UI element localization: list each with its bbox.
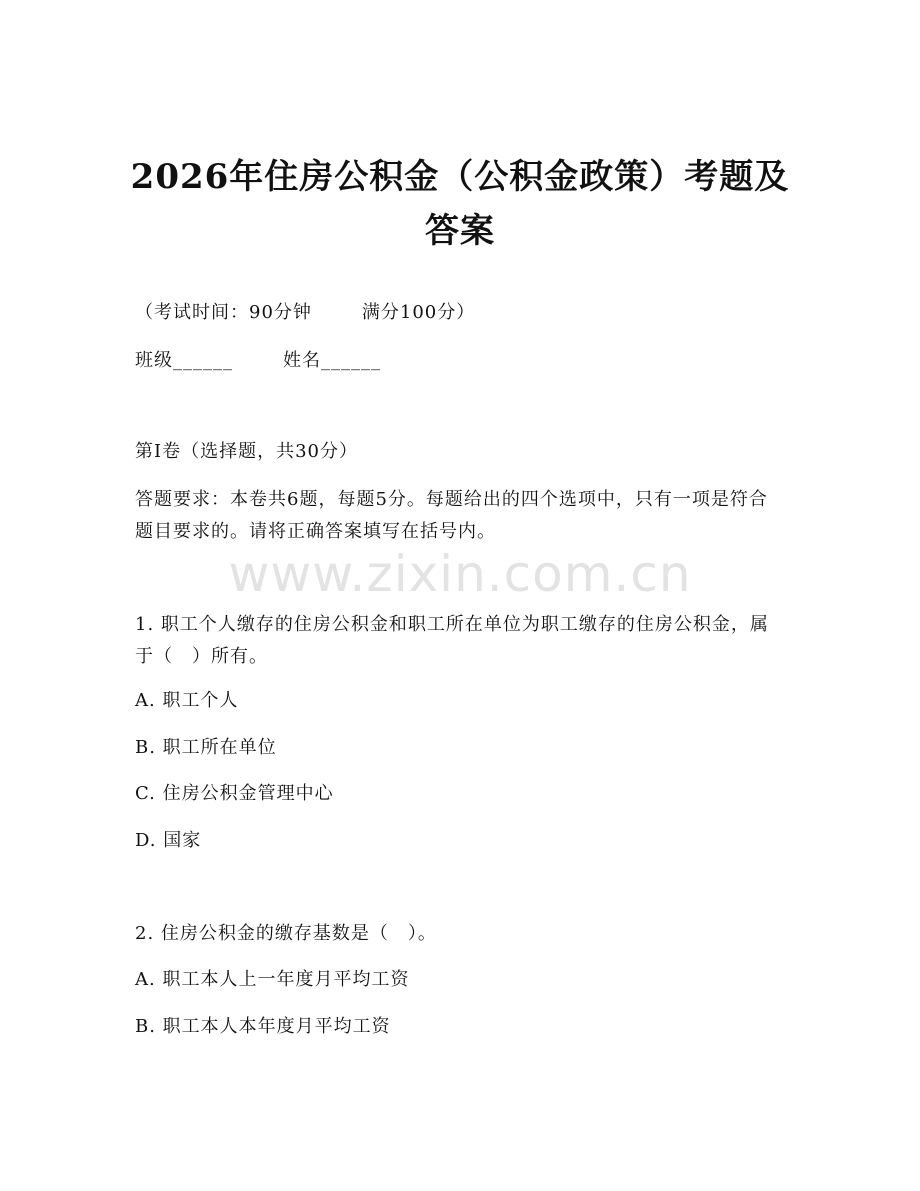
- exam-time: （考试时间：90分钟: [135, 302, 312, 323]
- question-2-stem: 2. 住房公积金的缴存基数是（ ）。: [135, 923, 437, 944]
- watermark: www.zixin.com.cn: [228, 545, 692, 603]
- question-1-option-b: B. 职工所在单位: [135, 737, 277, 758]
- document-title: 2026年住房公积金（公积金政策）考题及答案: [130, 157, 790, 251]
- section-heading: 第Ⅰ卷（选择题，共30分）: [135, 441, 359, 462]
- student-fields: [135, 346, 381, 376]
- question-1-option-d: D. 国家: [135, 830, 202, 851]
- section-instructions: 答题要求：本卷共6题，每题5分。每题给出的四个选项中，只有一项是符合题目要求的。请将正确答案填写在括号内。: [135, 489, 768, 542]
- name-field: 姓名______: [283, 350, 381, 371]
- exam-score: 满分100分）: [361, 302, 476, 323]
- question-2-option-a: A. 职工本人上一年度月平均工资: [135, 969, 410, 990]
- exam-info: [135, 298, 475, 328]
- question-1-stem: 1. 职工个人缴存的住房公积金和职工所在单位为职工缴存的住房公积金，属于（ ）所有。: [135, 614, 769, 667]
- question-1-option-c: C. 住房公积金管理中心: [135, 783, 334, 804]
- question-1-option-a: A. 职工个人: [135, 690, 239, 711]
- question-2-option-b: B. 职工本人本年度月平均工资: [135, 1016, 391, 1037]
- class-field: 班级______: [135, 350, 233, 371]
